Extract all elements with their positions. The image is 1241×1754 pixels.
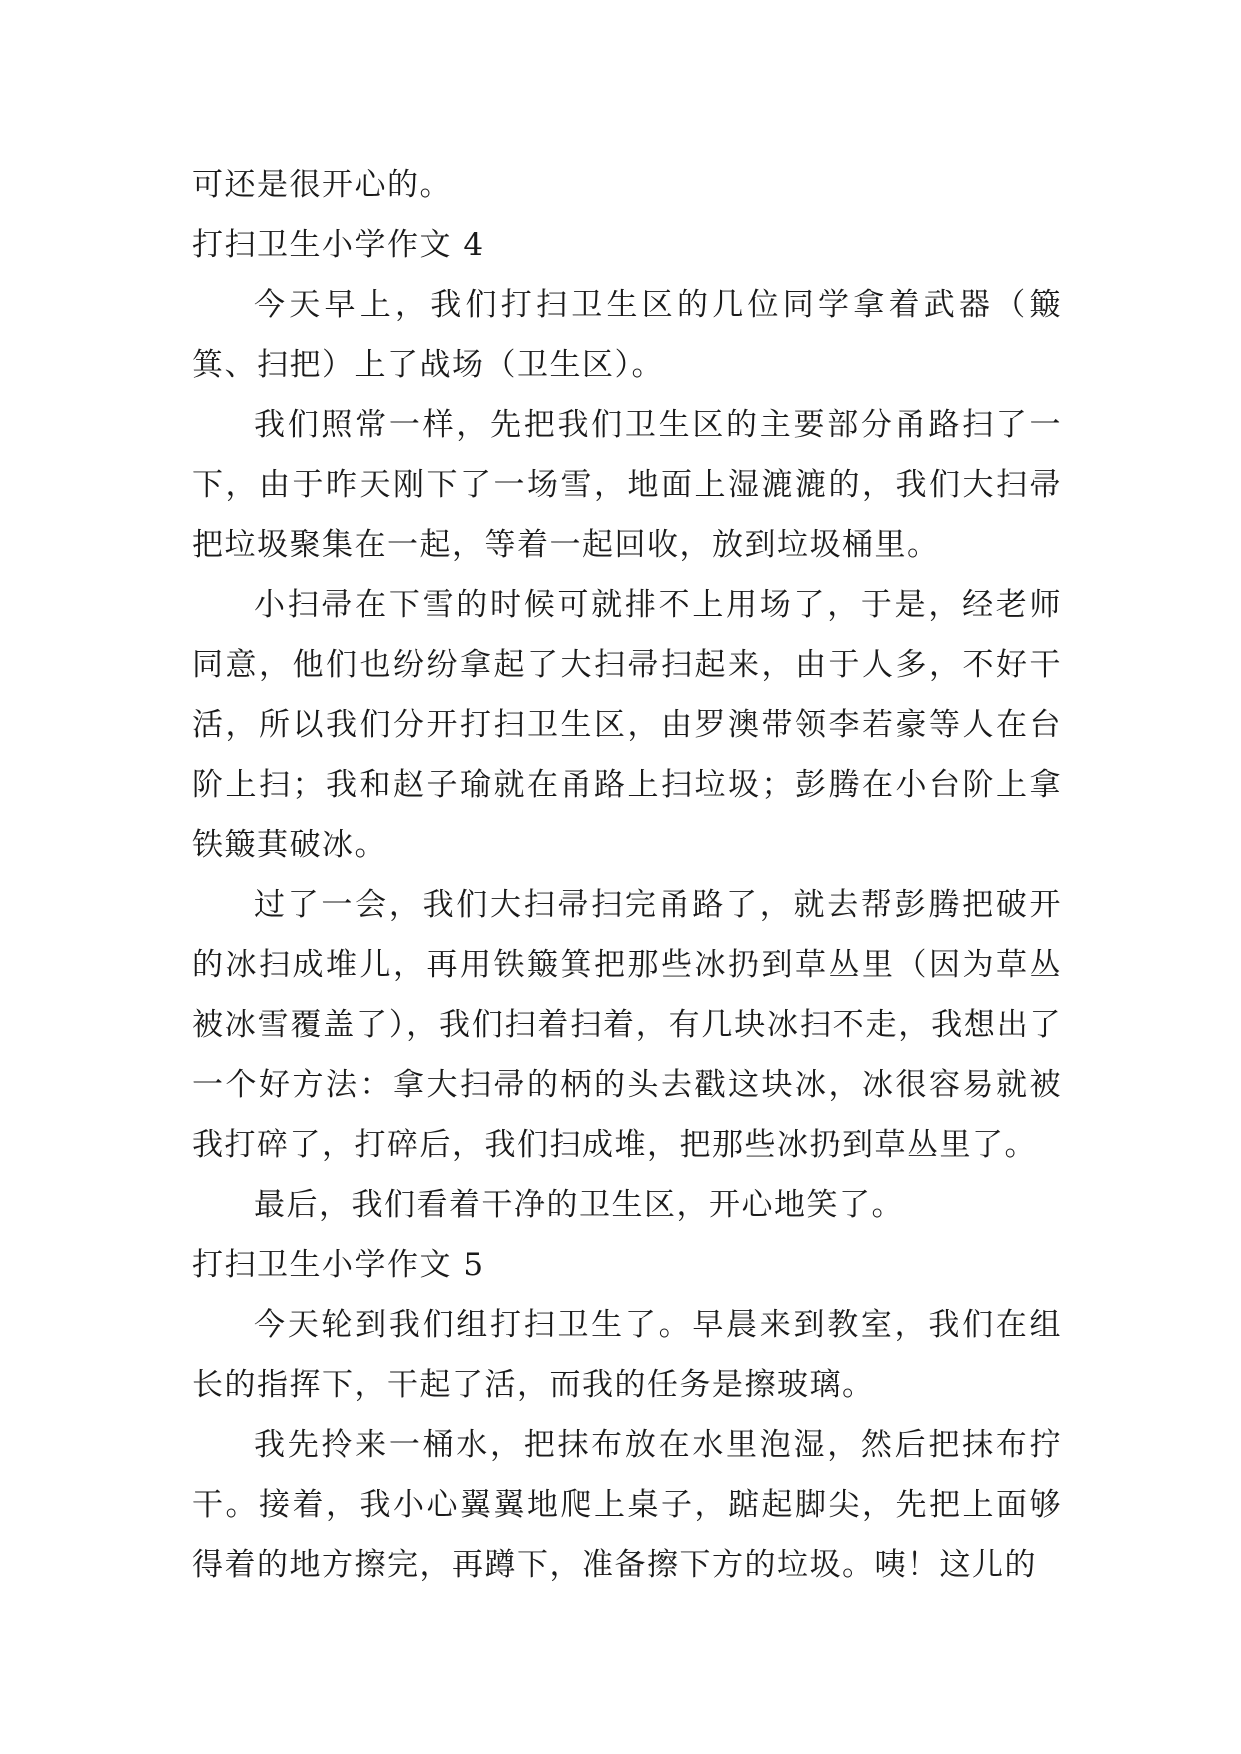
paragraph: 我先拎来一桶水，把抹布放在水里泡湿，然后把抹布拧干。接着，我小心翼翼地爬上桌子，踮起脚尖，先把上面够得着的地方擦完，再蹲下，准备擦下方的垃圾。咦！这儿的	[192, 1427, 1062, 1583]
paragraph: 最后，我们看着干净的卫生区，开心地笑了。	[254, 1187, 904, 1223]
paragraph: 过了一会，我们大扫帚扫完甬路了，就去帮彭腾把破开的冰扫成堆儿，再用铁簸箕把那些冰扔到草丛里（因为草丛被冰雪覆盖了），我们扫着扫着，有几块冰扫不走，我想出了一个好方法：拿大扫帚的柄的头去戳这块冰，冰很容易就被我打碎了，打碎后，我们扫成堆，把那些冰扔到草丛里了。	[192, 887, 1062, 1163]
paragraph-continuation: 可还是很开心的。	[192, 167, 452, 203]
paragraph: 小扫帚在下雪的时候可就排不上用场了，于是，经老师同意，他们也纷纷拿起了大扫帚扫起来，由于人多，不好干活，所以我们分开打扫卫生区，由罗澳带领李若豪等人在台阶上扫；我和赵子瑜就在甬路上扫垃圾；彭腾在小台阶上拿铁簸萁破冰。	[192, 587, 1062, 863]
paragraph: 我们照常一样，先把我们卫生区的主要部分甬路扫了一下，由于昨天刚下了一场雪，地面上湿漉漉的，我们大扫帚把垃圾聚集在一起，等着一起回收，放到垃圾桶里。	[192, 407, 1062, 563]
paragraph: 今天早上，我们打扫卫生区的几位同学拿着武器（簸箕、扫把）上了战场（卫生区）。	[192, 287, 1062, 383]
section-heading-4: 打扫卫生小学作文 4	[192, 227, 485, 263]
paragraph: 今天轮到我们组打扫卫生了。早晨来到教室，我们在组长的指挥下，干起了活，而我的任务是擦玻璃。	[192, 1307, 1062, 1403]
section-heading-5: 打扫卫生小学作文 5	[192, 1247, 485, 1283]
document-body	[192, 155, 1062, 1595]
